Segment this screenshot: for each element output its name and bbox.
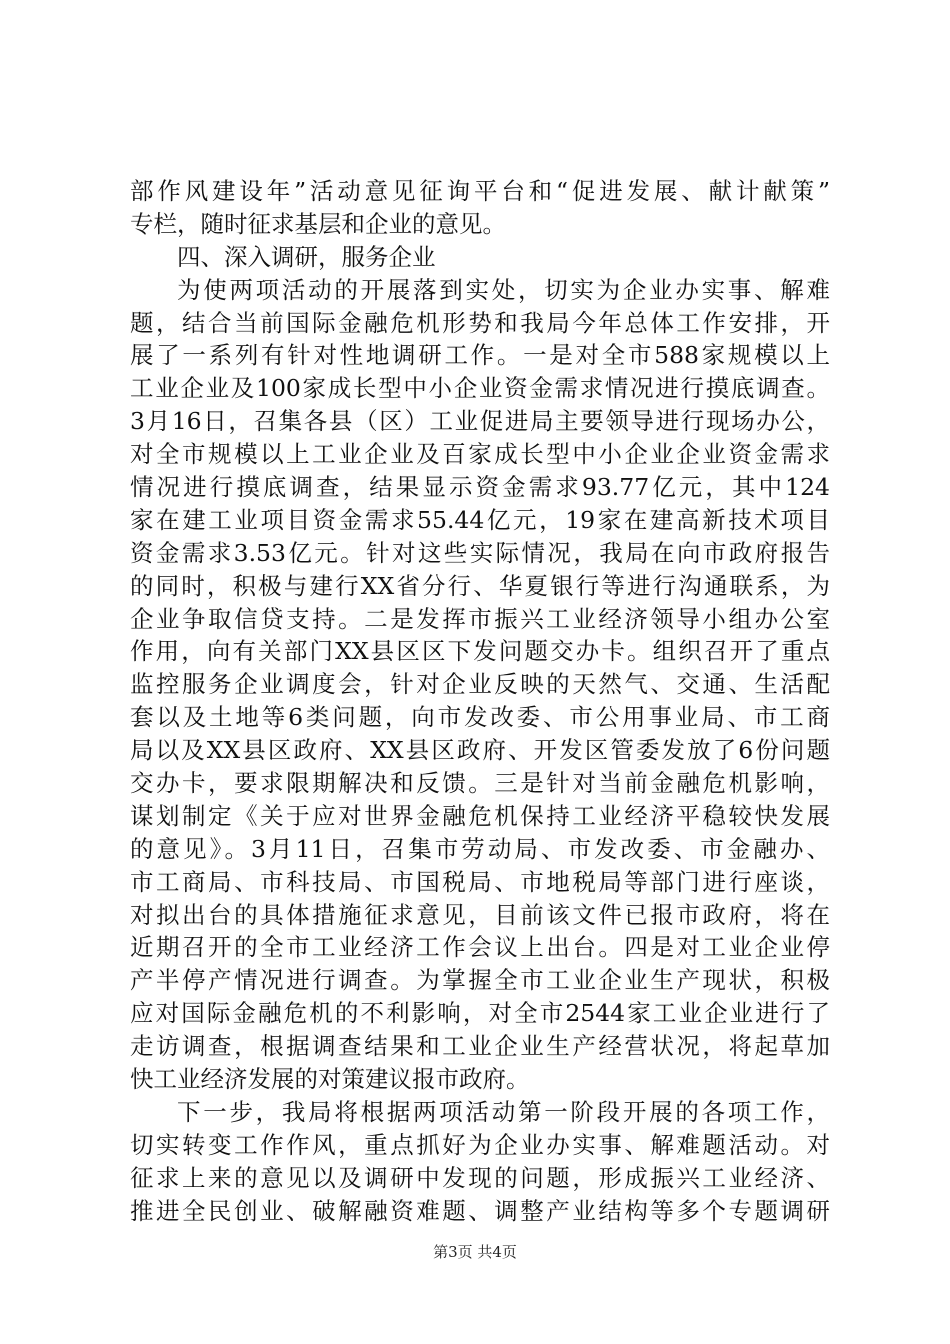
text-line: 产半停产情况进行调查。为掌握全市工业企业生产现状，积极 <box>130 966 830 995</box>
text-line: 应对国际金融危机的不利影响，对全市2544家工业企业进行了 <box>130 999 830 1028</box>
text-line: 推进全民创业、破解融资难题、调整产业结构等多个专题调研 <box>130 1196 830 1225</box>
text-line: 近期召开的全市工业经济工作会议上出台。四是对工业企业停 <box>130 933 830 962</box>
text-line: 快工业经济发展的对策建议报市政府。 <box>130 1065 530 1094</box>
page-footer <box>0 1241 950 1262</box>
text-line: 专栏，随时征求基层和企业的意见。 <box>130 209 506 238</box>
text-line: 套以及土地等6类问题，向市发改委、市公用事业局、市工商 <box>130 703 830 732</box>
paragraph-first-line: 下一步，我局将根据两项活动第一阶段开展的各项工作， <box>177 1097 830 1126</box>
document-body <box>130 175 830 1228</box>
text-line: 市工商局、市科技局、市国税局、市地税局等部门进行座谈， <box>130 867 830 896</box>
text-line: 走访调查，根据调查结果和工业企业生产经营状况，将起草加 <box>130 1032 830 1061</box>
section-heading: 四、深入调研，服务企业 <box>177 242 436 271</box>
text-line: 资金需求3.53亿元。针对这些实际情况，我局在向市政府报告 <box>130 538 830 567</box>
text-line: 谋划制定《关于应对世界金融危机保持工业经济平稳较快发展 <box>130 801 830 830</box>
text-line: 对拟出台的具体措施征求意见，目前该文件已报市政府，将在 <box>130 900 830 929</box>
text-line: 家在建工业项目资金需求55.44亿元，19家在建高新技术项目 <box>130 505 830 534</box>
page-number: 第3页 共4页 <box>433 1243 517 1261</box>
text-line: 局以及XX县区政府、XX县区政府、开发区管委发放了6份问题 <box>130 736 830 765</box>
text-line: 征求上来的意见以及调研中发现的问题，形成振兴工业经济、 <box>130 1163 830 1192</box>
text-line: 企业争取信贷支持。二是发挥市振兴工业经济领导小组办公室 <box>130 604 830 633</box>
text-line: 的同时，积极与建行XX省分行、华夏银行等进行沟通联系，为 <box>130 571 830 600</box>
text-line: 部作风建设年”活动意见征询平台和“促进发展、献计献策” <box>130 177 830 205</box>
text-line: 3月16日，召集各县（区）工业促进局主要领导进行现场办公， <box>130 407 830 436</box>
text-line: 题，结合当前国际金融危机形势和我局今年总体工作安排，开 <box>130 308 830 337</box>
text-line: 展了一系列有针对性地调研工作。一是对全市588家规模以上 <box>130 341 830 370</box>
text-line: 切实转变工作作风，重点抓好为企业办实事、解难题活动。对 <box>130 1130 830 1159</box>
text-line: 对全市规模以上工业企业及百家成长型中小企业企业资金需求 <box>130 440 830 469</box>
text-line: 作用，向有关部门XX县区区下发问题交办卡。组织召开了重点 <box>130 637 830 666</box>
text-line: 监控服务企业调度会，针对企业反映的天然气、交通、生活配 <box>130 670 830 699</box>
text-line: 的意见》。3月11日，召集市劳动局、市发改委、市金融办、 <box>130 834 830 863</box>
text-line: 工业企业及100家成长型中小企业资金需求情况进行摸底调查。 <box>130 374 830 403</box>
text-line: 交办卡，要求限期解决和反馈。三是针对当前金融危机影响， <box>130 769 830 798</box>
text-line: 情况进行摸底调查，结果显示资金需求93.77亿元，其中124 <box>130 473 830 502</box>
paragraph-first-line: 为使两项活动的开展落到实处，切实为企业办实事、解难 <box>177 275 830 304</box>
